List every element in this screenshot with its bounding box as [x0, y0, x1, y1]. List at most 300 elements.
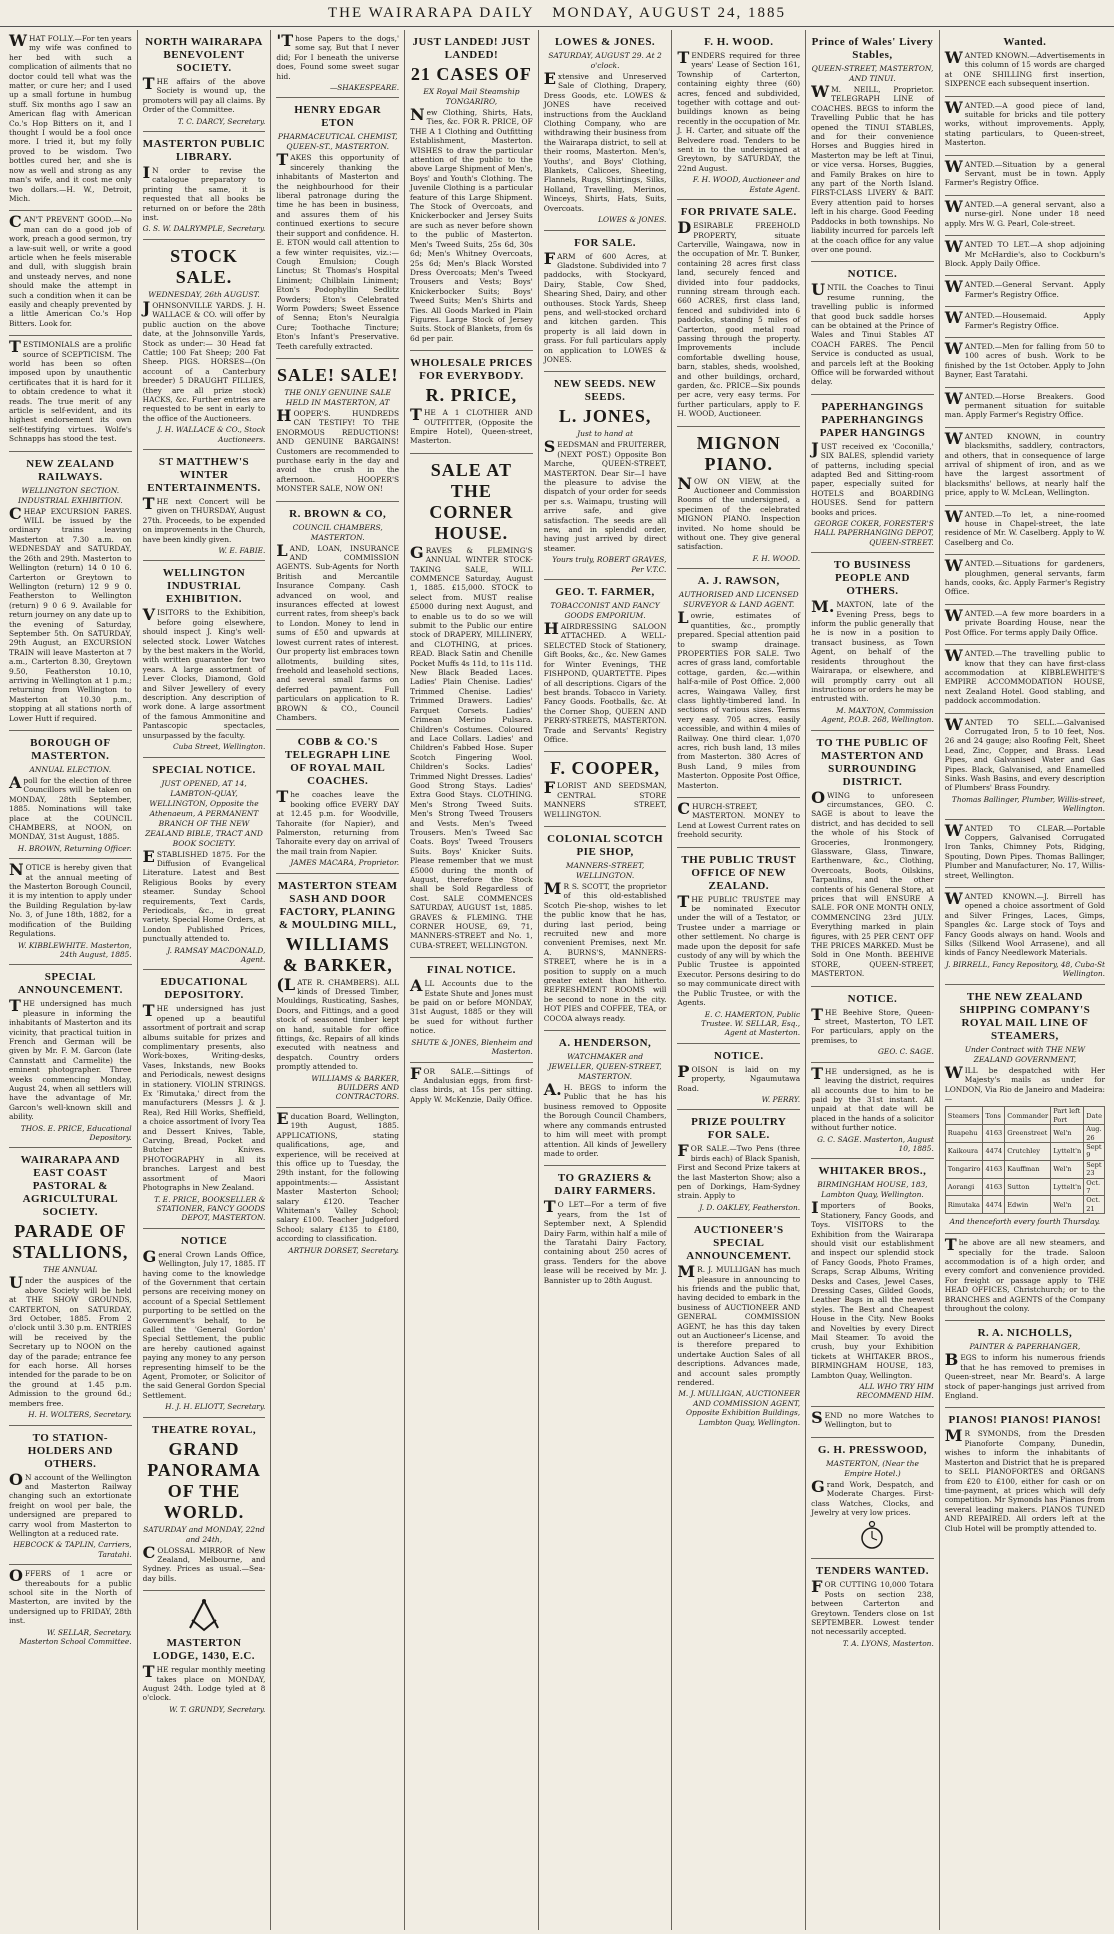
advertisement	[410, 30, 533, 351]
ad-subheading: PAINTER & PAPERHANGER,	[969, 1342, 1081, 1352]
advertisement	[143, 1418, 266, 1592]
advertisement	[9, 211, 132, 336]
ad-subheading: Just to hand at	[577, 429, 633, 439]
column-7	[806, 30, 940, 1930]
ad-signature: W. E. FABIE.	[218, 546, 266, 555]
ad-signature: ARTHUR DORSET, Secretary.	[288, 1245, 400, 1255]
ad-subheading: QUEEN-STREET, MASTERTON, AND TINUI.	[811, 64, 934, 83]
ad-body: 'Those Papers to the dogs,' some say, But that I never did; For I beneath the universe does, Found some sweet sugar hid.	[276, 31, 400, 81]
ad-display-heading: L. JONES,	[558, 406, 652, 427]
table-cell: 4474	[983, 1142, 1005, 1160]
column-grid	[4, 30, 1110, 1930]
advertisement	[677, 1110, 800, 1218]
advertisement	[410, 1063, 533, 1112]
advertisement	[9, 30, 132, 211]
ad-body: GRAVES & FLEMING'S ANNUAL WINTER STOCK-TAKING SALE, WILL COMMENCE Saturday, August 1, 1885. £15,000. STOCK to select from. MUST realise £5000 during next August, and to enable us to do so we will submit to the Public our entire stock of DRAPERY, MILLINERY, and CLOTHING, at prices. READ. Black Satin and Chenille Pocket Muffs 4s 11d, to 11s 11d. New Black Beaded Laces. Ladies' Plain Chenise. Ladies' Trimmed Chenise. Ladies' Trimmed Drawers. Ladies' Farquet Corsets. Ladies' Crimean Merino Pulsara. Children's Costumes. Coloured and Lace Collars. Ladies' and Children's Fabbed Hose. Super Scotch Fingering Wool. Children's Socks. Ladies' Trimmed Night Dresses. Ladies' Good Strong Stays. Ladies' Extra Good Stays. CLOTHING. Men's Strong Tweed Suits. Men's Strong Tweed Trousers and Vests. Men's Tweed Trousers. Men's Tweed Sac Coats. Boys' Tweed Trousers Suits. Boys' Knicker Suits. Please remember that we must £5000 during the month of August, therefore the Stock shall be Sold Regardless of Cost. SALE COMMENCES SATURDAY, AUGUST 1st, 1885. GRAVES & FLEMING. THE CORNER HOUSE, 69, 71, MANNERS-STREET and No. 1, CUBA-STREET, WELLINGTON.	[410, 542, 533, 950]
table-header-cell: Date	[1084, 1107, 1105, 1125]
ad-body: THE affairs of the above Society is wound up, the promoters will pay all claims. By Order of the Committee.	[142, 74, 266, 115]
ad-body: MR. J. MULLIGAN has much pleasure in announcing to his friends and the public that, having decided to embark in the business of AUCTIONEER AND GENERAL COMMISSION AGENT, he has this day taken out an Auctioneer's License, and is therefore prepared to undertake Auction Sales of all descriptions. Advances made, and account sales promptly rendered.	[677, 1262, 801, 1388]
advertisement	[811, 987, 934, 1063]
advertisement	[677, 30, 800, 200]
ad-body: ALL Accounts due to the Estate Shute and Jones must be paid on or before MONDAY, 31st August, 1885 or they will be sued for without further notice.	[410, 976, 533, 1036]
paper-title: THE WAIRARAPA DAILY	[328, 5, 535, 21]
ad-signature: M. J. MULLIGAN, AUCTIONEER AND COMMISSION AGENT, Opposite Exhibition Buildings, Lambton Quay, Wellington.	[678, 1389, 801, 1427]
ad-body: TENDERS required for three years' Lease of Section 161, Township of Carterton, containing eighty three (60) acres, fenced and subdivided, together with cottage and out-buildings known as being recently in the occupation of Mr. J. H. Carter, and situate off the Belvedere road. Tenders to be sent in to the undersigned at Greytown, by SATURDAY, the 22nd August.	[677, 48, 801, 173]
ad-heading: WELLINGTON INDUSTRIAL EXHIBITION.	[162, 567, 246, 606]
table-cell: Sept 9	[1084, 1142, 1105, 1160]
ad-display-heading: SALE AT THE CORNER HOUSE.	[429, 459, 514, 543]
advertisement	[811, 1438, 934, 1560]
ad-heading: MASTERTON LODGE, 1430, E.C.	[153, 1637, 256, 1663]
ad-body: WANTED.—The travelling public to know that they can have first-class accommodation at KIBBLEWHITE'S EMPIRE ACCOMMODATION HOUSE, next Zealand Hotel. Good stabling, and paddock accommodation.	[944, 646, 1105, 706]
column-8	[940, 30, 1110, 1930]
advertisement	[945, 196, 1105, 236]
ad-subheading: ANNUAL ELECTION.	[29, 765, 112, 774]
column-4	[405, 30, 539, 1930]
advertisement	[945, 276, 1105, 307]
ad-body: BEGS to inform his numerous friends that he has removed to premises in Queen-street, near Mr. Beard's. A large stock of paper-hangings just arrived from England.	[944, 1350, 1105, 1401]
ad-display-heading: MIGNON PIANO.	[696, 432, 781, 474]
table-cell: Crutchley	[1005, 1142, 1051, 1160]
ad-signature: Cuba Street, Wellington.	[172, 742, 266, 752]
ad-body: WANTED TO SELL.—Galvanised Corrugated Iron, 5 to 10 feet, Nos. 26 and 24 gauge; also Roofing Felt, Sheet Lead, Zinc, Copper, and Brass. Lead Pipes, and Galvanised Water and Gas Pipes. Black, Galvanised, and Enamelled Sinks. Wash Basins, and every description of Plumbers' Brass Foundry.	[944, 714, 1105, 793]
advertisement	[811, 262, 934, 394]
advertisement	[811, 1159, 934, 1407]
column-5	[539, 30, 673, 1930]
ad-heading: TO STATION-HOLDERS AND OTHERS.	[27, 1431, 113, 1470]
ad-body: WANTED.—A good piece of land, suitable for bricks and tile pottery works, without improvements. Apply, stating particulars, to Queen-street, Masterton.	[944, 97, 1105, 148]
ad-body: COLOSSAL MIRROR of New Zealand, Melbourne, and Sydney. Prices as usual.—Sea-day bills.	[142, 1542, 266, 1583]
ad-signature: HEBCOCK & TAPLIN, Carriers, Taratahi.	[13, 1540, 132, 1559]
advertisement	[410, 351, 533, 454]
masthead	[0, 0, 1114, 27]
column-3	[271, 30, 405, 1930]
column-6	[672, 30, 806, 1930]
advertisement	[811, 1407, 934, 1438]
ad-subheading: MANNERS-STREET, WELLINGTON.	[565, 860, 645, 880]
advertisement	[677, 1044, 800, 1111]
advertisement	[811, 731, 934, 987]
table-cell: 4163	[983, 1178, 1005, 1196]
ad-body: JOHNSONVILLE YARDS. J. H. WALLACE & CO. will offer by public auction on the above date, at the Johnsonville Yards, Stock as under:— 30 Head fat Cattle; 100 Fat Sheep; 200 Fat Sheep. PIGS. HORSES—(On account of a Canterbury breeder) 5 DRAUGHT FILLIES, (they are all prize stock) HACKS, &c. Further entries are requested to be sent in early to the office of the Auctioneers.	[142, 297, 266, 423]
advertisement	[544, 752, 667, 827]
advertisement	[9, 1565, 132, 1651]
advertisement	[677, 427, 800, 570]
ad-signature: J. BIRRELL, Fancy Repository, 48, Cuba-St Wellington.	[945, 959, 1105, 979]
ad-subheading: COUNCIL CHAMBERS, MASTERTON.	[292, 522, 383, 542]
ad-body: HAIRDRESSING SALOON ATTACHED. A WELL-SELECTED Stock of Stationery, Gift Books, &c., &c. New Games for Winter Evenings, THE FISHPOND, QUARTETTE. Pipes of all descriptions. Cigars of the best brands. Tobacco in Variety. Fancy Goods. Footballs, &c. At the Corner Shop, QUEEN AND PERRY-STREETS, MASTERTON. Trade and Servants' Registry Office.	[543, 619, 667, 744]
ad-signature: H. H. WOLTERS, Secretary.	[28, 1410, 132, 1420]
ad-body: WANTED.—Situation by a general Servant, must be in town. Apply Farmer's Registry Office.	[944, 156, 1105, 188]
ad-signature: SHUTE & JONES, Blenheim and Masterton.	[411, 1037, 533, 1057]
table-cell: Oct. 21	[1084, 1196, 1105, 1214]
ad-body: CHEAP EXCURSION FARES. WILL be issued by the ordinary trains leaving Masterton at 7.30 a.m. on WEDNESDAY and SATURDAY, the 26th and 29th. Masterton to Wellington (return) 14 0 10 6. Carterton or Greytown to Wellington (return) 12 9 9 0. Featherston to Wellington (return) 9 0 6 9. Available for return journey on any date up to the evening of Saturday, September 5th. On SATURDAY, 29th August, an EXCURSION TRAIN will leave Masterton at 7 a.m., Carterton 8.30, Greytown 9.50, Featherston 10.10, arriving in Wellington at 1 p.m.; returning from Wellington to Masterton at 10.30 p.m., stopping at all stations north of Lower Hutt if required.	[9, 503, 132, 723]
ad-body: A.H. BEGS to inform the Public that he has his business removed to Opposite the Borough Council Chambers, where any commands entrusted to him will meet with prompt attention. All kinds of Jewellery made to order.	[543, 1080, 667, 1158]
ad-heading: AUCTIONEER'S SPECIAL ANNOUNCEMENT.	[686, 1224, 792, 1263]
ad-body: THE next Concert will be given on THURSDAY, August 27th. Proceeds, to be expended on improvements in the Church, have been kindly given.	[142, 493, 266, 544]
ad-body: M.MAXTON, late of the Evening Press, begs to inform the public generally that he is now in a position to transact business, as Town Agent, on behalf of the residents throughout the Wairarapa, or elsewhere, and will promptly carry out all instructions or orders he may be entrusted with.	[811, 597, 934, 704]
ad-subheading: BIRMINGHAM HOUSE, 183, Lambton Quay, Wellington.	[817, 1180, 928, 1200]
ad-signature: THOS. E. PRICE, Educational Depository.	[20, 1123, 132, 1142]
column-2	[138, 30, 272, 1930]
ad-subheading: MASTERTON, (Near the Empire Hotel.)	[826, 1458, 919, 1478]
ad-signature: W. T. GRUNDY, Secretary.	[169, 1704, 266, 1714]
advertisement	[410, 454, 533, 958]
advertisement	[544, 1031, 667, 1166]
advertisement	[677, 569, 800, 798]
ad-display-heading: F. COOPER,	[550, 758, 660, 779]
table-cell: Aug. 26	[1084, 1125, 1105, 1143]
advertisement	[945, 1408, 1105, 1539]
ad-body: HOOPER'S. HUNDREDS CAN TESTIFY! TO THE ENORMOUS REDUCTIONS! AND GENUINE BARGAINS! Customers are recommended to purchase early in the day and avoid the crush in the afternoon. HOOPER'S MONSTER SALE, NOW ON!	[276, 405, 400, 494]
ad-body: TO LET—For a term of five years, from the 1st of September next, A Splendid Dairy Farm, within half a mile of the Taratahi Dairy Factory, containing about 250 acres of grass. Tenders for the above lease will be received by Mr. J. Bannister up to 28th August.	[543, 1197, 667, 1285]
ad-heading: TO THE PUBLIC OF MASTERTON AND SURROUNDING DISTRICT.	[816, 736, 929, 788]
ad-signature: F. H. WOOD, Auctioneer and Estate Agent.	[692, 175, 801, 194]
ad-body: Lowrie, estimates of quantities, &c., promptly prepared. Special attention paid to swamp drainage. PROPERTIES FOR SALE. Two acres of grass land, comfortable cottage, garden, &c.—within half-a-mile of Post Office. 2,000 acres, Waingawa Valley, first class lightly-timbered land. In sections of various sizes. Terms very easy. 705 acres, easily accessible, and within 4 miles of Railway. One third clear. 1,070 acres, rich bush land, 13 miles from Masterton. 380 Acres of Bush Land, 9 miles from Masterton. Opposite Post Office, Masterton.	[677, 608, 801, 790]
ad-heading: BOROUGH OF MASTERTON.	[30, 737, 111, 762]
ad-display-heading: 21 CASES OF	[410, 64, 532, 84]
issue-date: MONDAY, AUGUST 24, 1885	[552, 5, 786, 21]
ad-signature: ALL WHO TRY HIM RECOMMEND HIM.	[856, 1382, 934, 1401]
table-cell: Greenstreet	[1005, 1125, 1051, 1143]
ad-signature: J. RAMSAY MACDONALD, Agent.	[167, 945, 266, 964]
ad-signature: H. J. H. ELIOTT, Secretary.	[165, 1402, 266, 1412]
ad-body: WANTED KNOWN.—J. Birrell has opened a choice assortment of Gold and Silver Fringes, Laces, Gimps, Spangles &c. Large stock of Toys and Fancy Goods always on hand. Wools and Silks (Silkend Wool Arrasene), and all kinds of Fancy Needlework Materials.	[944, 889, 1105, 958]
advertisement	[945, 30, 1105, 97]
advertisement	[276, 730, 399, 873]
advertisement	[410, 958, 533, 1062]
ad-body: WILL be despatched with Her Majesty's mails as under for LONDON, Via Rio de Janeiro and Madeira:—	[944, 1062, 1105, 1103]
advertisement	[945, 428, 1105, 506]
ad-signature: J. D. OAKLEY, Featherston.	[699, 1202, 801, 1212]
advertisement	[544, 1166, 667, 1292]
ad-heading: PRIZE POULTRY FOR SALE.	[691, 1116, 787, 1142]
ad-signature: W. PERRY.	[761, 1094, 801, 1104]
table-cell: Edwin	[1005, 1196, 1051, 1214]
ad-heading: THE PUBLIC TRUST OFFICE OF NEW ZEALAND.	[681, 853, 797, 892]
advertisement	[544, 30, 667, 231]
ad-heading: PIANOS! PIANOS! PIANOS!	[948, 1414, 1102, 1427]
ad-signature: Yours truly, ROBERT GRAVES, Per V.T.C.	[552, 555, 667, 574]
advertisement	[945, 1321, 1105, 1408]
advertisement	[143, 758, 266, 971]
ad-body: DESIRABLE FREEHOLD PROPERTY, situate Carterville, Waingawa, now in the occupation of Mr. T. Bunker, containing 28 acres first class land, securely fenced and divided into four paddocks, running stream through each. 660 ACRES, first class land, fenced and subdivided into 6 paddocks, standing 5 miles of Carterton, good metal road passing through the property. Improvements include comfortable dwelling house, barn, stables, sheds, woolshed, and other buildings, orchard, garden, &c. PRICE—Six pounds per acre, very easy terms. For further particulars, apply to F. H. WOOD, Auctioneer.	[677, 218, 801, 419]
advertisement	[143, 561, 266, 757]
advertisement	[143, 132, 266, 240]
advertisement	[945, 506, 1105, 556]
table-cell: Tongariro	[945, 1160, 983, 1178]
ad-heading: ST MATTHEW'S WINTER ENTERTAINMENTS.	[147, 455, 261, 494]
ad-body: LAND, LOAN, INSURANCE AND COMMISSION AGENTS. Sub-Agents for North British and Mercantile Insurance Company. Cash advanced on wool, and insurances effected at lowest current rates, from sheep's back to London. Money to lend in sums of £50 and upwards at lowest current rates of interest. Our property list embraces town allotments, building sites, freehold and leasehold sections, and several small farms on deferred payment. Full particulars on application to R. BROWN & CO., Council Chambers.	[276, 540, 400, 722]
ad-body: WANTED KNOWN, in country blacksmiths, saddlery, contractors, and others, that in consequence of large arrival of shipment of iron, and as we have the largest assortment of blacksmiths' bellows, at nearly half the price, apply to W. McLean, Wellington.	[944, 428, 1105, 498]
advertisement	[945, 97, 1105, 156]
ad-heading: FOR PRIVATE SALE.	[680, 206, 797, 219]
ad-body: THE undersigned has much pleasure in informing the inhabitants of Masterton and its vicinity, that practical tuition in French and German will be given by Mr. F. M. Garcon (late Cannstatt and Carmelite) the eminent photographer. Three weeks commencing Monday, August 24, when all settlers will have the advantage of Mr. Garcon's well-known skill and ability.	[9, 996, 132, 1122]
ad-heading: NOTICE	[180, 1234, 228, 1247]
ad-subheading: WELLINGTON SECTION. INDUSTRIAL EXHIBITION.	[17, 485, 123, 505]
ad-body: MR S. SCOTT, the proprietor of this old-established Scotch Pie-shop, wishes to let the public know that he has, during last period, being recruited new and more convenient Premises, next Mr. A. BURNS'S, MANNERS-STREET, where he is in a position to supply on a much greater extent than hitherto. REFRESHMENT ROOMS will be second to none in the city. HOT PIES and COFFEE, TEA, or COCOA always ready.	[543, 878, 667, 1023]
ad-heading: TENDERS WANTED.	[815, 1565, 929, 1578]
ad-body: Extensive and Unreserved Sale of Clothing, Drapery, Dress Goods, etc. LOWES & JONES have received instructions from the Auckland Clothing Company, who are withdrawing their business from the Wairarapa district, to sell at their rooms, Masterton. Men's, Youths', and Boys' Clothing, Blankets, Calicoes, Sheeting, Flannels, Rugs, Shirtings, Silks, Holland, Travelling, Merinos, Winceys, Shirts, Hats, Suits, Overcoats.	[543, 69, 667, 213]
ad-body: FOR SALE.—Sittings of Andalusian eggs, from first-class birds, at 15s per sitting. Apply W. McKenzie, Daily Office.	[410, 1063, 533, 1104]
ad-heading: Prince of Wales' Livery Stables,	[811, 36, 934, 61]
advertisement	[945, 307, 1105, 338]
table-row	[945, 1142, 1104, 1160]
ad-body: THE Beehive Store, Queen-street, Masterton, TO LET. For particulars, apply on the premises, to	[811, 1004, 934, 1045]
ad-body: WM. NEILL, Proprietor. TELEGRAPH LINE of COACHES. BEGS to inform the Travelling Public that he has opened the TINUI STABLES, and for their convenience Horses and Buggies hired in Masterton may be left at Tinui, or vice versa. Horses, Buggies, and Family Brakes on hire to any part of the North Island. FIRST-CLASS LIVERY & BAIT. Every attention paid to horses left in his charge. Good Feeding Paddocks in both townships. No liability incurred for parcels left at the coach office for any value over one pound.	[811, 82, 934, 254]
ad-heading: THE NEW ZEALAND SHIPPING COMPANY'S ROYAL MAIL LINE OF STEAMERS,	[959, 990, 1091, 1042]
ad-signature: J. H. WALLACE & CO., Stock Auctioneers.	[157, 425, 266, 444]
ad-heading: WAIRARAPA AND EAST COAST PASTORAL & AGRICULTURAL SOCIETY.	[20, 1154, 121, 1219]
table-cell: Ruapehu	[945, 1125, 983, 1143]
table-row	[945, 1125, 1104, 1143]
ad-subheading: THE ANNUAL	[43, 1265, 98, 1275]
table-cell: Lyttelt'n	[1051, 1178, 1084, 1196]
ad-body: FARM of 600 Acres, at Gladstone. Subdivided into 7 paddocks, with Stockyard, Dairy, Stable, Cow Shed, Shearing Shed, Dairy, and other outhouses. Stock Yards, Sheep pens, and well-stocked orchard and kitchen garden. This property is all laid down in grass. For full particulars apply on application to LOWES & JONES.	[543, 248, 667, 364]
ad-heading: R. BROWN & CO,	[289, 507, 387, 520]
ad-display-heading: R. PRICE,	[425, 385, 518, 406]
ad-body: Under the auspices of the above Society will be held at THE SHOW GROUNDS, CARTERTON, on SATURDAY, 3rd October, 1885. From 2 o'clock until 3.30 p.m. ENTRIES will be received by the Secretary up to NOON on the day of the parade; entrance fee for each horse. All horses intended for the parade to be on the ground at 1.45 p.m. Admission to the ground 6d.; members free.	[9, 1273, 132, 1408]
ad-subheading: EX Royal Mail Steamship TONGARIRO,	[423, 87, 520, 106]
table-cell: Oct. 7	[1084, 1178, 1105, 1196]
ad-heading: NEW ZEALAND RAILWAYS.	[26, 457, 115, 483]
ad-body: WANTED TO LET.—A shop adjoining Mr McHardie's, also to Cockburn's Block. Apply Daily Office.	[944, 237, 1105, 268]
ad-body: WANTED.—Situations for gardeners, ploughmen, general servants, farm hands, cooks, &c. Apply Farmer's Registry Office.	[944, 556, 1105, 597]
advertisement	[143, 240, 266, 450]
ad-heading: Wanted.	[1003, 36, 1047, 48]
ad-heading: HENRY EDGAR ETON	[294, 104, 382, 130]
ad-body: NOW ON VIEW, at the Auctioneer and Commission Rooms of the undersigned, a specimen of the celebrated MIGNON PIANO. Inspection invited. No home should be without one. They give general satisfaction.	[677, 473, 801, 552]
table-cell: 4474	[983, 1196, 1005, 1214]
advertisement	[945, 985, 1105, 1235]
ad-body: IN order to revise the catalogue preparatory to printing the same, it is requested that all books be returned on or before the 28th inst.	[142, 163, 266, 223]
ad-heading: WHOLESALE PRICES FOR EVERYBODY.	[410, 357, 533, 383]
ad-heading: NORTH WAIRARAPA BENEVOLENT SOCIETY.	[145, 36, 263, 74]
advertisement	[811, 553, 934, 730]
ad-signature: GEORGE COKER, FORESTER'S HALL PAPERHANGING DEPOT, QUEEN-STREET.	[813, 519, 934, 547]
ad-body: THE PUBLIC TRUSTEE may be nominated Executor under the will of a Testator, or Trustee under a marriage or other settlement. No charge is made upon the deposit for safe custody of any will by which the Public Trustee is appointed Executor. Persons desiring to do so may communicate direct with the Public Trustee, or with the Agents.	[677, 891, 801, 1008]
ad-subheading: AUTHORISED AND LICENSED SURVEYOR & LAND AGENT.	[678, 590, 799, 610]
ad-signature: LOWES & JONES.	[598, 215, 667, 225]
ad-body: THE A 1 CLOTHIER AND OUTFITTER, (Opposite the Empire Hotel), Queen-street, Masterton.	[410, 405, 533, 446]
ad-heading: THEATRE ROYAL,	[151, 1423, 257, 1436]
advertisement	[945, 605, 1105, 645]
ad-body: OWING to unforeseen circumstances, GEO. C. SAGE is about to leave the district, and has decided to sell the whole of his Stock of Groceries, Ironmongery, Glassware, Glass, Tinware, Earthenware, &c., Clothing, Overcoats, Boots, Oilskins, Tarpaulins, and the other contents of his General Store, at prices that will ENSURE A SALE. FOR ONE MONTH ONLY, COMMENCING 23rd JULY. Everything marked in plain figures, with 25 PER CENT OFF THE PRICES MARKED. Must be Sold in One Month. BEEHIVE STORE, QUEEN-STREET, MASTERTON.	[811, 787, 934, 979]
ad-heading: PAPERHANGINGS PAPERHANGINGS PAPER HANGINGS	[819, 400, 926, 439]
ad-body: Apoll for the election of three Councillors will be taken on MONDAY, 28th September, 1885. Nominations will take place at the COUNCIL CHAMBERS, at NOON, on MONDAY, 31st August, 1885.	[9, 773, 132, 842]
ad-body: WANTED.—General Servant. Apply Farmer's Registry Office.	[944, 277, 1105, 299]
ad-body: THE regular monthly meeting takes place on MONDAY, August 24th. Lodge tyled at 8 o'clock.	[142, 1662, 266, 1703]
column-1	[4, 30, 138, 1930]
ad-subheading: THE ONLY GENUINE SALE HELD IN MASTERTON, AT	[284, 387, 392, 407]
table-cell: Wel'n	[1051, 1160, 1084, 1178]
ad-subheading: SATURDAY, AUGUST 29. At 2 o'clock.	[548, 51, 662, 70]
ad-display-heading: PARADE OF STALLIONS,	[12, 1221, 129, 1263]
ad-body: FLORIST AND SEEDSMAN, CENTRAL STORE MANNERS STREET, WELLINGTON.	[543, 778, 667, 819]
table-row	[945, 1160, 1104, 1178]
ad-signature: Thomas Ballinger, Plumber, Willis-street, Wellington.	[951, 794, 1105, 814]
ad-body: Importers of Books, Stationery, Fancy Goods, and Toys. VISITORS to the Exhibition from the Wairarapa should visit our establishment and inspect our splendid stock of Fancy Goods, Photo Frames, Scraps, Scrap Albums, Writing Desks and Cases, Jewel Cases, Dressing Cases, Gilded Goods, Leather Bags in all the newest styles. The Best and Cheapest House in the City. New Books and Novelties by every Direct Mail Steamer. To avoid the crush, buy your Exhibition tickets at WHITAKER BROS., BIRMINGHAM HOUSE, 183, Lambton Quay, Wellington.	[811, 1198, 934, 1380]
ad-signature: E. C. HAMERTON, Public Trustee. W. SELLAR, Esq., Agent at Masterton.	[701, 1009, 801, 1038]
table-cell: 4163	[983, 1125, 1005, 1143]
table-cell: 4163	[983, 1160, 1005, 1178]
advertisement	[677, 848, 800, 1044]
ad-heading: FINAL NOTICE.	[426, 964, 516, 977]
ad-signature: GEO. C. SAGE.	[878, 1047, 934, 1057]
advertisement	[811, 1559, 934, 1653]
ad-heading: WHITAKER BROS.,	[818, 1165, 927, 1178]
ad-body: THE undersigned has just opened up a beautiful assortment of portrait and scrap albums suitable for prizes and complimentary presents, also Work-boxes, Writing-desks, Vases, Inkstands, new Books and Periodicals, newest designs in stationery. VIOLIN STRINGS. Ex 'Rimutaka,' direct from the manufacturers (Messrs J. & J. Rea), Red Hill Works, Sheffield, a choice assortment of Ivory Tea and Dessert Knives, Table, Carving, Bread, Pocket and Butcher Knives. PHOTOGRAPHY in all its branches. Largest and best assortment of Maori Photographs in New Zealand.	[142, 1001, 266, 1193]
ad-body: Education Board, Wellington, 19th August, 1885. APPLICATIONS, stating qualifications, age, and experience, will be received at this office up to Tuesday, the 29th instant, for the following appointments:— Assistant Master Masterton School; salary £120. Teacher Whiteman's Valley School; salary £100. Teacher Judgeford School; salary £135 to £180, according to classification.	[276, 1108, 400, 1244]
ad-body: POISON is laid on my property, Ngaumutawa Road.	[677, 1061, 801, 1093]
ad-heading: G. H. PRESSWOOD,	[817, 1443, 928, 1456]
advertisement	[811, 1063, 934, 1160]
ad-body: The coaches leave the booking office EVERY DAY at 12.45 p.m. for Woodville, Tahoraite (for Napier), and Palmerston, returning from Tahoraite every day on arrival of the mail train from Napier.	[276, 787, 400, 856]
advertisement	[276, 874, 399, 1108]
advertisement	[811, 30, 934, 262]
table-row	[945, 1178, 1104, 1196]
ad-body: JUST received ex 'Coconilla,' SIX BALES, splendid variety of patterns, including special adapted Bed and Sitting-room paper, especially suited for HOTELS and BOARDING HOUSES. Send for pattern books and prices.	[811, 438, 934, 517]
ad-body: FOR CUTTING 10,000 Totara Posts on section 238, between Carterton and Greytown. Tenders close on 1st SEPTEMBER. Lowest tender not necessarily accepted.	[811, 1577, 934, 1637]
pocket-watch-icon	[859, 1520, 885, 1550]
ad-body: WANTED KNOWN.—Advertisements in this column of 15 words are charged at ONE SHILLING first insertion, SIXPENCE each subsequent insertion.	[944, 48, 1105, 89]
ad-heading: GEO. T. FARMER,	[555, 586, 655, 599]
ad-signature: G. C. SAGE. Masterton, August 10, 1885.	[817, 1134, 934, 1153]
ad-signature: T. C. DARCY, Secretary.	[177, 116, 266, 126]
ad-body: SEEDSMAN and FRUITERER, (NEXT POST.) Opposite Bon Marche, QUEEN-STREET, MASTERTON. Dear Sir—I have the pleasure to advise the dispatch of your order for seeds per s.s. Waimapu, trusting will arrive safe, and give satisfaction. The seeds are all new, and in splendid order, having just arrived by direct steamer.	[543, 437, 667, 553]
ad-body: ESTABLISHED 1875. For the Diffusion of Evangelical Literature. Latest and Best Religious Books by every steamer. Sunday School requirements, Text Cards, Periodicals, &c., in great variety. Special Home Orders, at London Published Prices, punctually attended to.	[142, 846, 266, 944]
advertisement	[677, 798, 800, 848]
table-cell: Aorangi	[945, 1178, 983, 1196]
table-cell: Lyttelt'n	[1051, 1142, 1084, 1160]
advertisement	[811, 395, 934, 553]
ad-body: WHAT FOLLY.—For ten years my wife was confined to her bed with such a complication of ailments that no doctor could tell what was the matter, or cure her; and I used up a small fortune in humbug stuff. Six months ago I saw an American flag with American Co.'s Hop Bitters on it, and I thought I would be a fool once more. I tried it, but my folly proved to be wisdom. Two bottles cured her, and she is now as well and strong as any man's wife, and it cost me only two dollars.—H. W., Detroit, Mich.	[9, 31, 132, 203]
advertisement	[945, 888, 1105, 985]
ad-body: Grand Work, Despatch, and Moderate Charges. First-class Watches, Clocks, and Jewelry at very low prices.	[811, 1476, 934, 1517]
ad-body: WANTED TO CLEAR.—Portable Coppers, Galvanised Corrugated Iron Tanks, Chimney Pots, Ridging, Spouting, Down Pipes. Thomas Ballinger, Plumber and Manufacturer, No. 17, Willis-street, Wellington.	[944, 820, 1105, 880]
ad-signature: JAMES MACARA, Proprietor.	[290, 858, 400, 868]
square-and-compass-icon	[184, 1598, 224, 1634]
ad-display-heading: STOCK SALE.	[170, 245, 238, 287]
ad-body: OFFERS of 1 acre or thereabouts for a public school site in the North of Masterton, are invited by the undersigned up to FRIDAY, 28th inst.	[9, 1566, 132, 1626]
ad-body: CHURCH-STREET, MASTERTON. MONEY to Lend at Lowest Current rates on freehold security.	[677, 799, 801, 840]
ad-subheading: Under Contract with THE NEW ZEALAND GOVERNMENT,	[964, 1044, 1086, 1064]
table-cell: Wel'n	[1051, 1196, 1084, 1214]
table-cell: Kaikoura	[945, 1142, 983, 1160]
ad-body: MR SYMONDS, from the Dresden Pianoforte Company, Dunedin, wishes to inform the inhabitants of Masterton and District that he is prepared to SELL PIANOFORTES and ORGANS from £20 to £100, either for cash or on time-payment, at prices which will defy competition. Mr Symonds has Pianos from several leading makers. PIANOS TUNED AND REPAIRED. All orders left at the Club Hotel will be promptly attended to.	[944, 1426, 1105, 1533]
advertisement	[945, 338, 1105, 388]
ad-body: NOTICE is hereby given that at the annual meeting of the Masterton Borough Council, it is my intention to apply under the Building Regulation by-law No. 3, of June 18th, 1882, for a modification of the Building Regulations.	[9, 860, 132, 939]
ad-heading: NEW SEEDS. NEW SEEDS.	[553, 378, 657, 404]
table-cell: Kauffman	[1005, 1160, 1051, 1178]
ad-heading: F. H. WOOD.	[704, 36, 774, 48]
shipping-schedule-table	[945, 1106, 1105, 1214]
ad-body: WANTED.—Men for falling from 50 to 100 acres of bush. Work to be finished by the 1st October. Apply to John Bayner, East Taratahi.	[944, 338, 1105, 380]
table-header-cell: Part left Port	[1051, 1107, 1084, 1125]
advertisement	[945, 820, 1105, 888]
ad-heading: FOR SALE.	[574, 236, 637, 249]
table-cell: Sutton	[1005, 1178, 1051, 1196]
ad-signature: —SHAKESPEARE.	[329, 83, 400, 93]
ad-heading: A. HENDERSON,	[558, 1037, 652, 1050]
table-cell: Sept 23	[1084, 1160, 1105, 1178]
ad-display-heading: GRAND PANORAMA OF THE WORLD.	[147, 1438, 261, 1522]
ad-body: CAN'T PREVENT GOOD.—No man can do a good job of work, preach a good sermon, try a law-suit well, or write a good article when he feels miserable and dull, with sluggish brain and unsteady nerves, and none should make the attempt in such a condition when it can be easily and cheaply prevented by a little American Co.'s Hop Bitters. Look for.	[9, 212, 132, 328]
ad-signature: M. MAXTON, Commission Agent, P.O.B. 268, Wellington.	[821, 705, 934, 725]
ad-signature: F. H. WOOD.	[752, 553, 801, 563]
ad-body: FOR SALE.—Two Pens (three birds each) of Black Spanish, First and Second Prize takers at the last Masterton Show; also a pen of Dorkings, Ham-Sydney strain. Apply to	[677, 1141, 801, 1201]
ad-subheading: WATCHMAKER and JEWELLER, QUEEN-STREET, MASTERTON.	[548, 1052, 662, 1082]
ad-heading: MASTERTON PUBLIC LIBRARY.	[142, 138, 266, 164]
advertisement	[677, 200, 800, 427]
advertisement	[945, 645, 1105, 713]
ad-body: WANTED.—Horse Breakers. Good permanent situation for suitable man. Apply Farmer's Registry Office.	[944, 388, 1105, 420]
ad-subheading: PHARMACEUTICAL CHEMIST, QUEEN-ST., MASTERTON.	[277, 132, 398, 152]
ad-signature: WILLIAMS & BARKER, BUILDERS AND CONTRACTORS.	[311, 1073, 400, 1102]
advertisement	[945, 388, 1105, 428]
advertisement	[544, 231, 667, 373]
advertisement	[9, 965, 132, 1148]
ad-signature: T. E. PRICE, BOOKSELLER & STATIONER, FANCY GOODS DEPOT, MASTERTON.	[154, 1194, 266, 1223]
ad-body: THE undersigned, as he is leaving the district, requires all accounts due to him to be paid by the 31st instant. All unpaid at that date will be placed in the hands of a solicitor without further notice.	[811, 1063, 934, 1133]
ad-heading: NOTICE.	[847, 268, 898, 281]
ad-body: General Crown Lands Office, Wellington, July 17, 1885. IT having come to the knowledge of the Government that certain persons are receiving money on account of a Special Settlement purporting to be settled on the Government's behalf, to be called the 'General Gordon' Special Settlement, the public are hereby cautioned against paying any money to any person representing himself to be the Agent, Promoter, or Solicitor of the said General Gordon Special Settlement.	[142, 1246, 266, 1400]
ad-heading: SPECIAL ANNOUNCEMENT.	[17, 971, 123, 997]
ad-signature: W. SELLAR, Secretary. Masterton School Committee.	[19, 1627, 132, 1646]
ad-heading: MASTERTON STEAM SASH AND DOOR FACTORY, PLANING & MOULDING MILL,	[277, 879, 398, 931]
ad-body: WANTED.—To let, a nine-roomed house in Chapel-street, the late residence of Mr. W. Caselberg. Apply to W. Caselberg and Co.	[944, 506, 1105, 547]
ad-body: UNTIL the Coaches to Tinui resume running, the travelling public is informed that good buck saddle horses can be obtained at the Prince of Wales and Tinui Stables AT COACH FARES. The Pencil Service is conducted as usual, and parcels left at the Booking Office will be forwarded without delay.	[811, 280, 934, 387]
ad-body: WANTED.—Housemaid. Apply Farmer's Registry Office.	[944, 308, 1105, 330]
ad-heading: LOWES & JONES.	[554, 36, 656, 48]
table-header-cell: Commander	[1005, 1107, 1051, 1125]
advertisement	[276, 502, 399, 731]
advertisement	[9, 336, 132, 451]
advertisement	[945, 555, 1105, 605]
ad-body: WANTED.—A few more boarders in a private Boarding House, near the Post Office. For terms apply Daily Office.	[944, 605, 1105, 637]
advertisement	[276, 30, 399, 98]
ad-heading: COLONIAL SCOTCH PIE SHOP,	[547, 832, 664, 858]
ad-body: The above are all new steamers, and specially for the trade. Saloon accommodation is of a high order, and every comfort and convenience provided. For freight or passage apply to THE HEAD OFFICES, Christchurch; or to the BRANCHES and AGENTS of the Company throughout the colony.	[944, 1235, 1105, 1314]
table-header-row	[945, 1107, 1104, 1125]
advertisement	[544, 580, 667, 752]
advertisement	[9, 731, 132, 859]
advertisement	[677, 1218, 800, 1432]
ad-subheading: WEDNESDAY, 26th AUGUST.	[148, 289, 260, 299]
ad-subheading: JUST OPENED, AT 14, LAMBTON-QUAY, WELLINGTON, Opposite the Athenaeum, A PERMANENT BRANCH OF THE NEW ZEALAND BIBLE, TRACT AND BOOK SOCIETY.	[145, 778, 263, 848]
advertisement	[945, 236, 1105, 276]
advertisement	[9, 1148, 132, 1425]
ad-subheading: TOBACCONIST AND FANCY GOODS EMPORIUM.	[550, 601, 660, 621]
table-cell: Rimutaka	[945, 1196, 983, 1214]
ad-heading: SPECIAL NOTICE.	[152, 763, 256, 776]
ad-signature: W. KIBBLEWHITE. Masterton, 24th August, 1885.	[17, 940, 132, 959]
ad-heading: EDUCATIONAL DEPOSITORY.	[160, 976, 248, 1002]
table-footnote: And thenceforth every fourth Thursday.	[949, 1217, 1101, 1227]
ad-body: ON account of the Wellington and Masterton Railway changing such an extortionate freight on wool per bale, the undersigned are prepared to carry wool from Masterton to Wellington at a reduced rate.	[9, 1469, 132, 1538]
advertisement	[9, 452, 132, 731]
advertisement	[945, 714, 1105, 820]
advertisement	[9, 859, 132, 965]
advertisement	[276, 1108, 399, 1260]
ad-subheading: SATURDAY and MONDAY, 22nd and 24th,	[143, 1524, 265, 1544]
advertisement	[276, 359, 399, 502]
ad-heading: R. A. NICHOLLS,	[977, 1327, 1073, 1340]
ad-body: SEND no more Watches to Wellington, but to	[811, 1407, 934, 1430]
advertisement	[544, 372, 667, 580]
advertisement	[143, 30, 266, 132]
advertisement	[143, 1229, 266, 1418]
